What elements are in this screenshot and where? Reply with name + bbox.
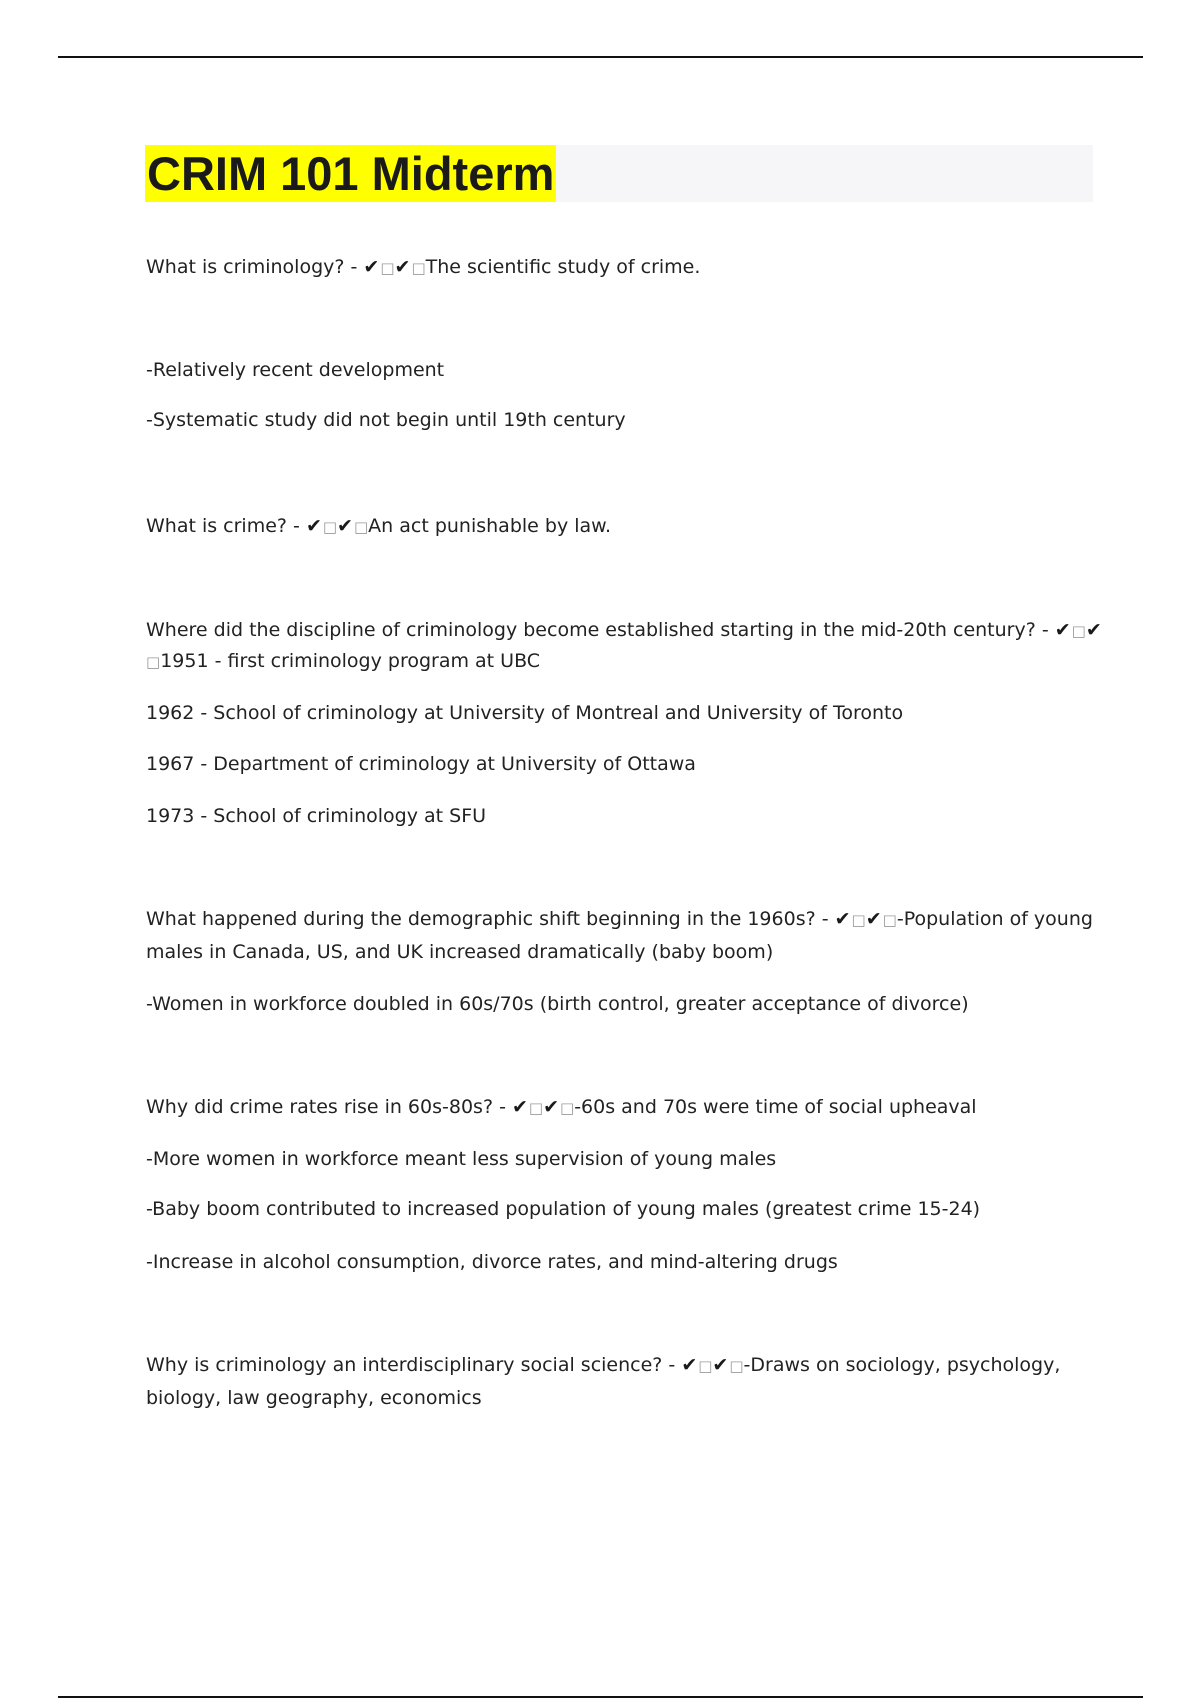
note-line: 1962 - School of criminology at University of Montreal and University of Toronto	[146, 702, 904, 724]
answer-continued: males in Canada, US, and UK increased dramatically (baby boom)	[146, 941, 774, 963]
box-glyph-icon: □	[380, 259, 395, 277]
header-rule	[58, 56, 1143, 58]
check-mark-icon: ✔	[543, 1096, 560, 1118]
answer-text: 1951 - first criminology program at UBC	[160, 650, 541, 672]
answer-text: An act punishable by law.	[368, 515, 611, 537]
question-4	[146, 903, 1093, 936]
box-glyph-icon: □	[851, 911, 866, 929]
document-title: CRIM 101 Midterm	[147, 147, 555, 200]
note-line: -More women in workforce meant less supervision of young males	[146, 1148, 777, 1170]
check-mark-icon: ✔	[834, 908, 852, 930]
question-text: What is criminology? -	[146, 256, 364, 278]
check-mark-icon: ✔	[1054, 619, 1072, 641]
note-line: -Increase in alcohol consumption, divorce rates, and mind-altering drugs	[146, 1251, 838, 1273]
note-line: 1973 - School of criminology at SFU	[146, 805, 487, 827]
note-line: 1967 - Department of criminology at University of Ottawa	[146, 753, 696, 775]
check-mark-icon: ✔	[337, 515, 354, 537]
box-glyph-icon: □	[146, 653, 161, 671]
footer-rule	[58, 1696, 1143, 1698]
box-glyph-icon: □	[411, 259, 426, 277]
note-line: -Relatively recent development	[146, 359, 445, 381]
check-mark-icon: ✔	[305, 515, 323, 537]
answer-text: -Population of young	[896, 908, 1093, 930]
question-text: Why did crime rates rise in 60s-80s? -	[146, 1096, 512, 1118]
note-line: -Baby boom contributed to increased population of young males (greatest crime 15-24)	[146, 1198, 981, 1220]
question-text: Why is criminology an interdisciplinary social science? -	[146, 1354, 682, 1376]
question-text: Where did the discipline of criminology become established starting in the mid-20th century? -	[146, 619, 1055, 641]
question-3	[146, 614, 1103, 647]
answer-text: -60s and 70s were time of social upheaval	[574, 1096, 977, 1118]
box-glyph-icon: □	[1071, 622, 1086, 640]
note-line: -Women in workforce doubled in 60s/70s (birth control, greater acceptance of divorce)	[146, 993, 969, 1015]
answer-continued: biology, law geography, economics	[146, 1387, 482, 1409]
check-mark-icon: ✔	[681, 1354, 699, 1376]
check-mark-icon: ✔	[865, 908, 883, 930]
box-glyph-icon: □	[882, 911, 897, 929]
answer-text: The scientific study of crime.	[425, 256, 701, 278]
check-mark-icon: ✔	[712, 1354, 730, 1376]
check-mark-icon: ✔	[511, 1096, 529, 1118]
question-1	[146, 251, 700, 284]
check-mark-icon: ✔	[363, 256, 381, 278]
question-text: What happened during the demographic shift beginning in the 1960s? -	[146, 908, 835, 930]
box-glyph-icon: □	[560, 1099, 575, 1117]
box-glyph-icon: □	[353, 518, 369, 536]
answer-text: -Draws on sociology, psychology,	[743, 1354, 1061, 1376]
box-glyph-icon: □	[729, 1357, 744, 1375]
check-mark-icon: ✔	[394, 256, 412, 278]
note-line: -Systematic study did not begin until 19th century	[146, 409, 626, 431]
question-5	[146, 1091, 977, 1124]
question-3-continued	[146, 645, 540, 678]
check-mark-icon: ✔	[1085, 619, 1103, 641]
box-glyph-icon: □	[698, 1357, 713, 1375]
box-glyph-icon: □	[528, 1099, 544, 1117]
question-6	[146, 1349, 1060, 1382]
box-glyph-icon: □	[322, 518, 338, 536]
question-text: What is crime? -	[146, 515, 306, 537]
question-2	[146, 510, 611, 543]
